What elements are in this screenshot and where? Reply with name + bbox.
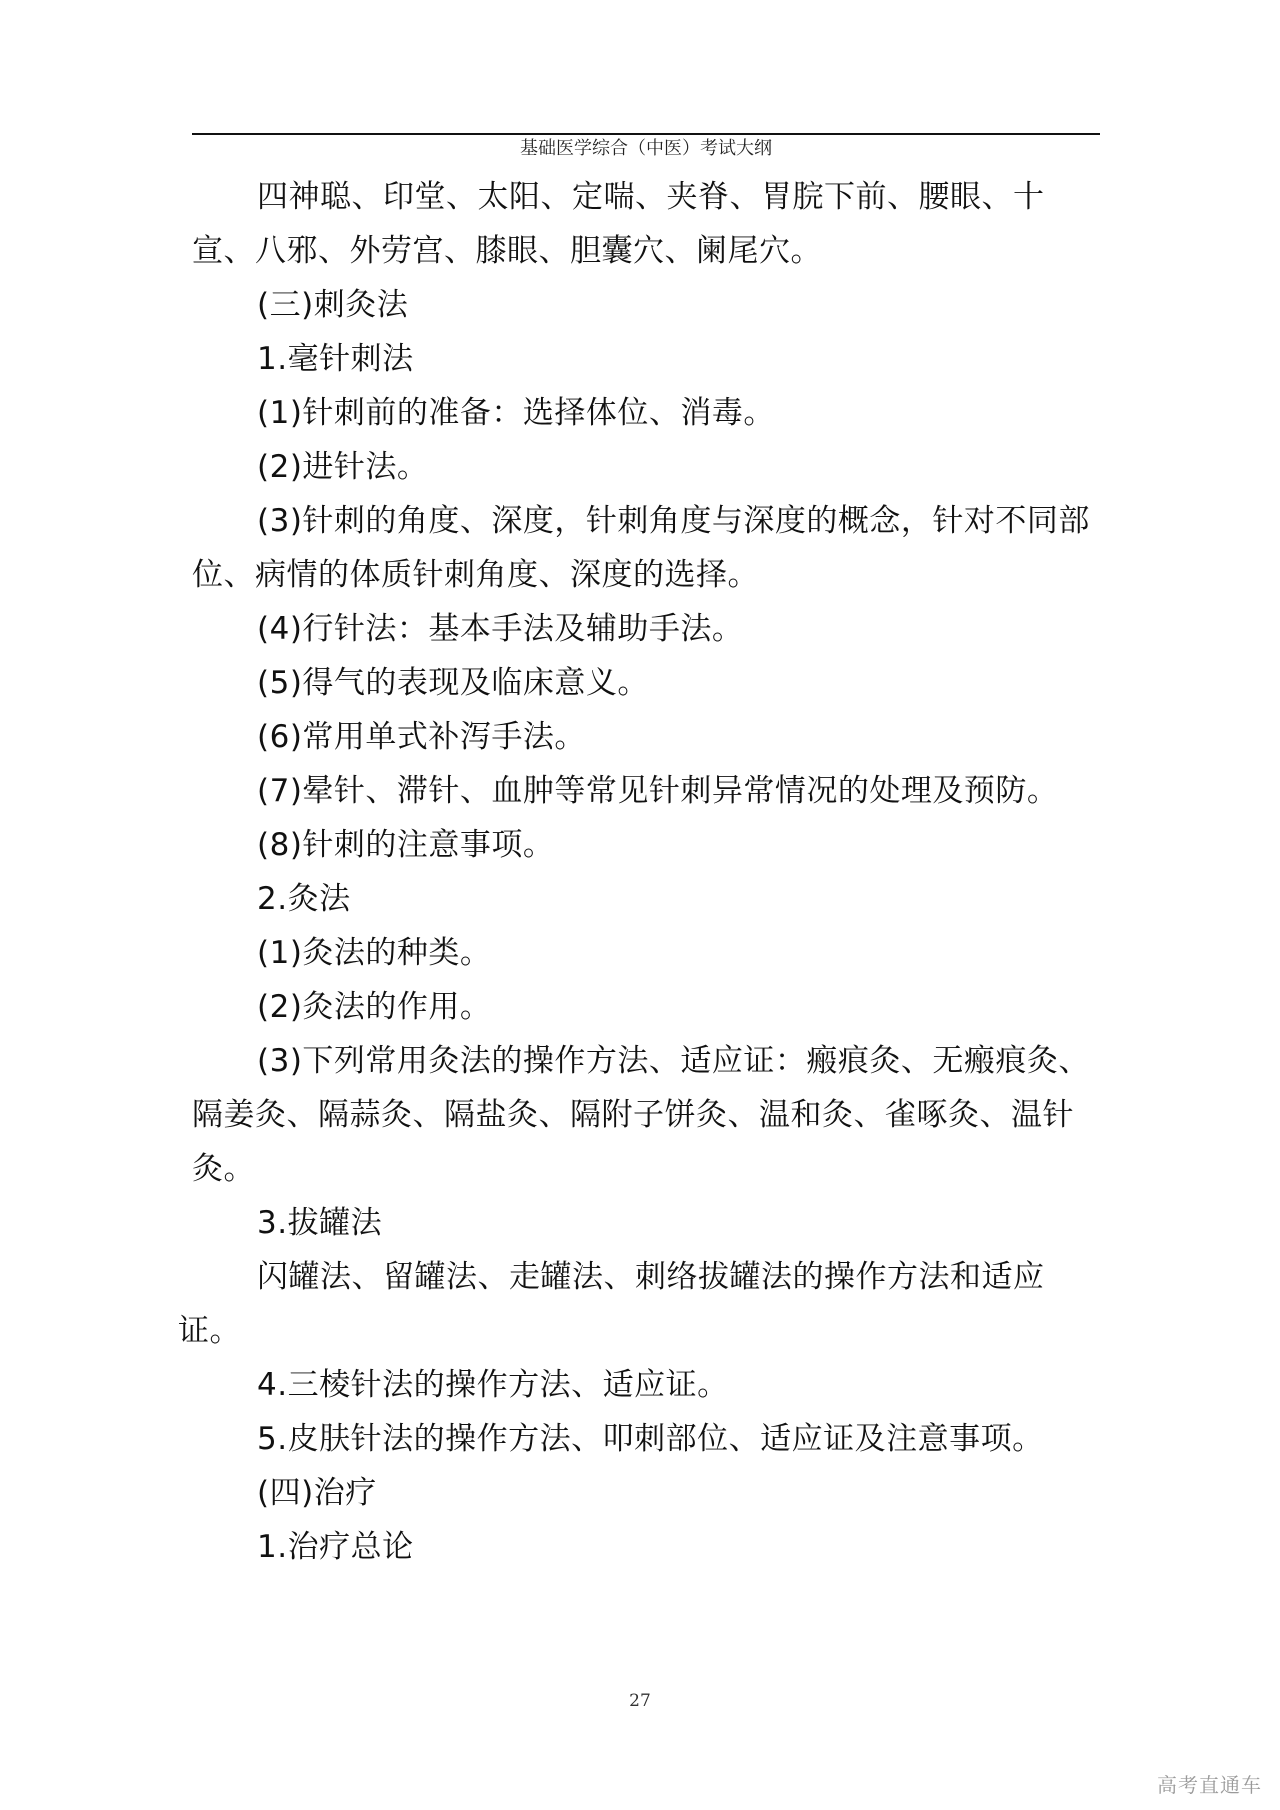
subsection-heading: 1.治疗总论 — [257, 1529, 414, 1565]
list-item: 5.皮肤针法的操作方法、叩刺部位、适应证及注意事项。 — [257, 1421, 1044, 1457]
list-item: (5)得气的表现及临床意义。 — [257, 665, 649, 701]
document-body — [178, 170, 1122, 1574]
list-item: (6)常用单式补泻手法。 — [257, 719, 586, 755]
subsection-heading: 1.毫针刺法 — [257, 341, 414, 377]
section-heading: (三)刺灸法 — [257, 287, 409, 323]
running-header-title: 基础医学综合（中医）考试大纲 — [520, 138, 772, 159]
subsection-heading: 2.灸法 — [257, 881, 351, 917]
list-item: (3)下列常用灸法的操作方法、适应证：瘢痕灸、无瘢痕灸、 — [257, 1043, 1090, 1079]
list-item: (8)针刺的注意事项。 — [257, 827, 555, 863]
text-line: 位、病情的体质针刺角度、深度的选择。 — [192, 557, 759, 593]
text-line: 闪罐法、留罐法、走罐法、刺络拔罐法的操作方法和适应 — [257, 1259, 1045, 1295]
list-item: (4)行针法：基本手法及辅助手法。 — [257, 611, 744, 647]
watermark-text: 高考直通车 — [1157, 1773, 1262, 1797]
list-item: (1)灸法的种类。 — [257, 935, 492, 971]
list-item: (7)晕针、滞针、血肿等常见针刺异常情况的处理及预防。 — [257, 773, 1059, 809]
text-line: 证。 — [178, 1313, 241, 1349]
text-line: 灸。 — [192, 1151, 255, 1187]
text-line: 四神聪、印堂、太阳、定喘、夹脊、胃脘下前、腰眼、十 — [257, 179, 1045, 215]
list-item: (2)进针法。 — [257, 449, 429, 485]
list-item: (1)针刺前的准备：选择体位、消毒。 — [257, 395, 775, 431]
list-item: 4.三棱针法的操作方法、适应证。 — [257, 1367, 729, 1403]
subsection-heading: 3.拔罐法 — [257, 1205, 383, 1241]
list-item: (3)针刺的角度、深度，针刺角度与深度的概念，针对不同部 — [257, 503, 1090, 539]
list-item: (2)灸法的作用。 — [257, 989, 492, 1025]
text-line: 隔姜灸、隔蒜灸、隔盐灸、隔附子饼灸、温和灸、雀啄灸、温针 — [192, 1097, 1074, 1133]
section-heading: (四)治疗 — [257, 1475, 377, 1511]
header-rule — [192, 133, 1100, 135]
text-line: 宣、八邪、外劳宫、膝眼、胆囊穴、阑尾穴。 — [192, 233, 822, 269]
page-number: 27 — [629, 1691, 651, 1711]
